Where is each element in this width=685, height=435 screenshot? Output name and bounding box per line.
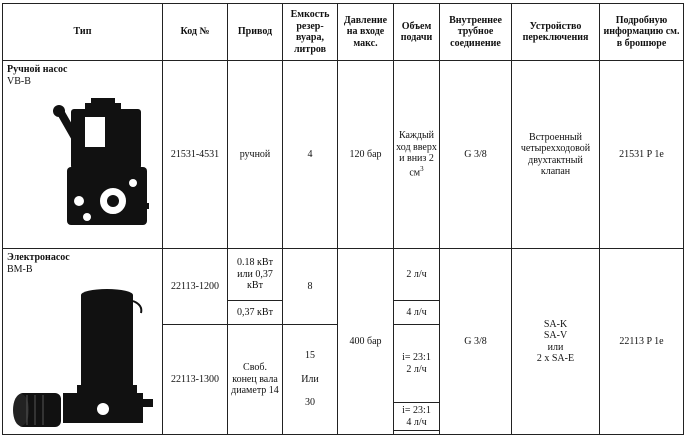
pump-spec-table [2, 3, 684, 435]
electric-pump-volume-2: 4 л/ч [394, 301, 440, 325]
header-row [3, 4, 684, 61]
electric-pump-model: BM-B [7, 263, 33, 275]
electric-pump-code-1: 22113-1200 [163, 249, 228, 325]
electric-pump-type-cell [3, 249, 163, 435]
header-drive: Привод [228, 4, 283, 61]
manual-pump-volume-sup: 3 [420, 164, 424, 173]
header-volume: Объем подачи [394, 4, 440, 61]
electric-pump-volume-3a: i= 23:1 [402, 352, 431, 363]
electric-pump-illustration-icon [7, 281, 157, 431]
electric-pump-volume-4b: 4 л/ч [406, 416, 427, 428]
header-capacity: Емкость резер-вуара, литров [283, 4, 338, 61]
electric-pump-pressure: 400 бар [338, 249, 394, 435]
manual-pump-code: 21531-4531 [163, 61, 228, 249]
electric-pump-capacity-2a: 15 [305, 350, 315, 362]
electric-pump-drive-2: 0,37 кВт [228, 301, 283, 325]
electric-pump-switch-2: SA-V [543, 330, 568, 341]
electric-pump-volume-4a: i= 23:1 [402, 405, 431, 416]
electric-pump-capacity-2b: Или [301, 373, 319, 385]
electric-pump-volume-3b: 2 л/ч [406, 363, 427, 375]
electric-pump-volume-spacer [394, 431, 440, 435]
electric-pump-capacity-2c: 30 [305, 397, 315, 409]
header-pressure: Давление на входе макс. [338, 4, 394, 61]
manual-pump-pressure: 120 бар [338, 61, 394, 249]
manual-pump-row [3, 61, 684, 249]
electric-pump-row-1 [3, 249, 684, 301]
header-brochure: Подробную информацию см. в брошюре [600, 4, 684, 61]
manual-pump-switch: Встроенный четырехходовой двухтактный клапан [512, 61, 600, 249]
electric-pump-switch-1: SA-K [543, 318, 568, 330]
electric-pump-capacity-1: 8 [283, 249, 338, 325]
header-type: Тип [3, 4, 163, 61]
electric-pump-drive-1: 0.18 кВт или 0,37 кВт [228, 249, 283, 301]
electric-pump-capacity-2 [283, 325, 338, 435]
electric-pump-volume-1: 2 л/ч [394, 249, 440, 301]
manual-pump-model: VB-B [7, 75, 31, 87]
electric-pump-name: Электронасос [7, 252, 70, 263]
manual-pump-volume [394, 61, 440, 249]
electric-pump-brochure: 22113 P 1e [600, 249, 684, 435]
manual-pump-type-cell [3, 61, 163, 249]
manual-pump-drive: ручной [228, 61, 283, 249]
electric-pump-switch-3: или [547, 341, 564, 353]
manual-pump-brochure: 21531 P 1e [600, 61, 684, 249]
header-connection: Внутреннее трубное соединение [440, 4, 512, 61]
electric-pump-connection: G 3/8 [440, 249, 512, 435]
electric-pump-switch-4: 2 x SA-E [536, 353, 575, 364]
header-switch: Устройство переключения [512, 4, 600, 61]
electric-pump-switch [512, 249, 600, 435]
manual-pump-connection: G 3/8 [440, 61, 512, 249]
electric-pump-volume-3 [394, 325, 440, 403]
manual-pump-name: Ручной насос [7, 64, 68, 75]
electric-pump-volume-4 [394, 403, 440, 431]
header-code: Код № [163, 4, 228, 61]
manual-pump-illustration-icon [7, 93, 157, 233]
electric-pump-code-2: 22113-1300 [163, 325, 228, 435]
electric-pump-drive-3: Своб. конец вала диаметр 14 [228, 325, 283, 435]
manual-pump-volume-text: Каждый ход вверх и вниз 2 см [396, 130, 437, 179]
manual-pump-capacity: 4 [283, 61, 338, 249]
